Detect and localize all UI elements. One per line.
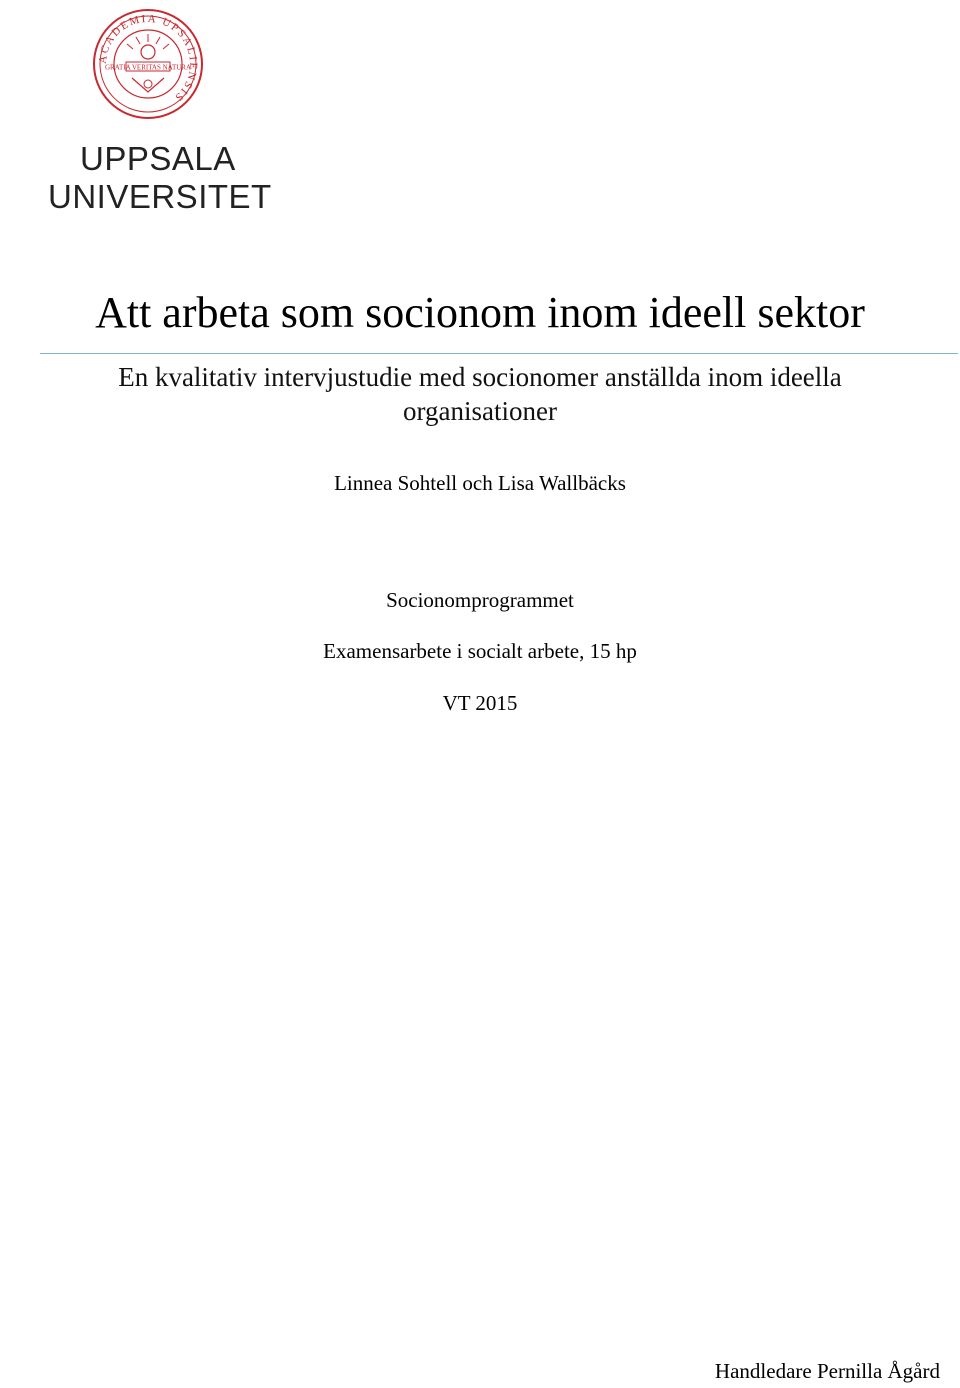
thesis-title: Att arbeta som socionom inom ideell sektor [95, 288, 865, 337]
wordmark-line-2: UNIVERSITET [48, 178, 272, 215]
course-name: Examensarbete i socialt arbete, 15 hp [323, 639, 637, 663]
wordmark-line-1: UPPSALA [80, 140, 236, 177]
term: VT 2015 [442, 691, 518, 715]
thesis-subtitle [0, 360, 960, 428]
title-divider [40, 353, 958, 354]
university-seal-icon [92, 8, 204, 120]
supervisor: Handledare Pernilla Ågård [714, 1359, 940, 1383]
seal-motto: GRATIA VERITAS NATURA [104, 63, 192, 72]
seal-text: ACADEMIA UPSALIENSIS [96, 12, 200, 105]
university-wordmark [48, 140, 272, 216]
subtitle-line-2: organisationer [403, 396, 557, 426]
university-logo [40, 8, 270, 218]
authors: Linnea Sohtell och Lisa Wallbäcks [334, 471, 626, 495]
subtitle-line-1: En kvalitativ intervjustudie med socionomer anställda inom ideella [118, 362, 842, 392]
program-name: Socionomprogrammet [386, 588, 574, 612]
